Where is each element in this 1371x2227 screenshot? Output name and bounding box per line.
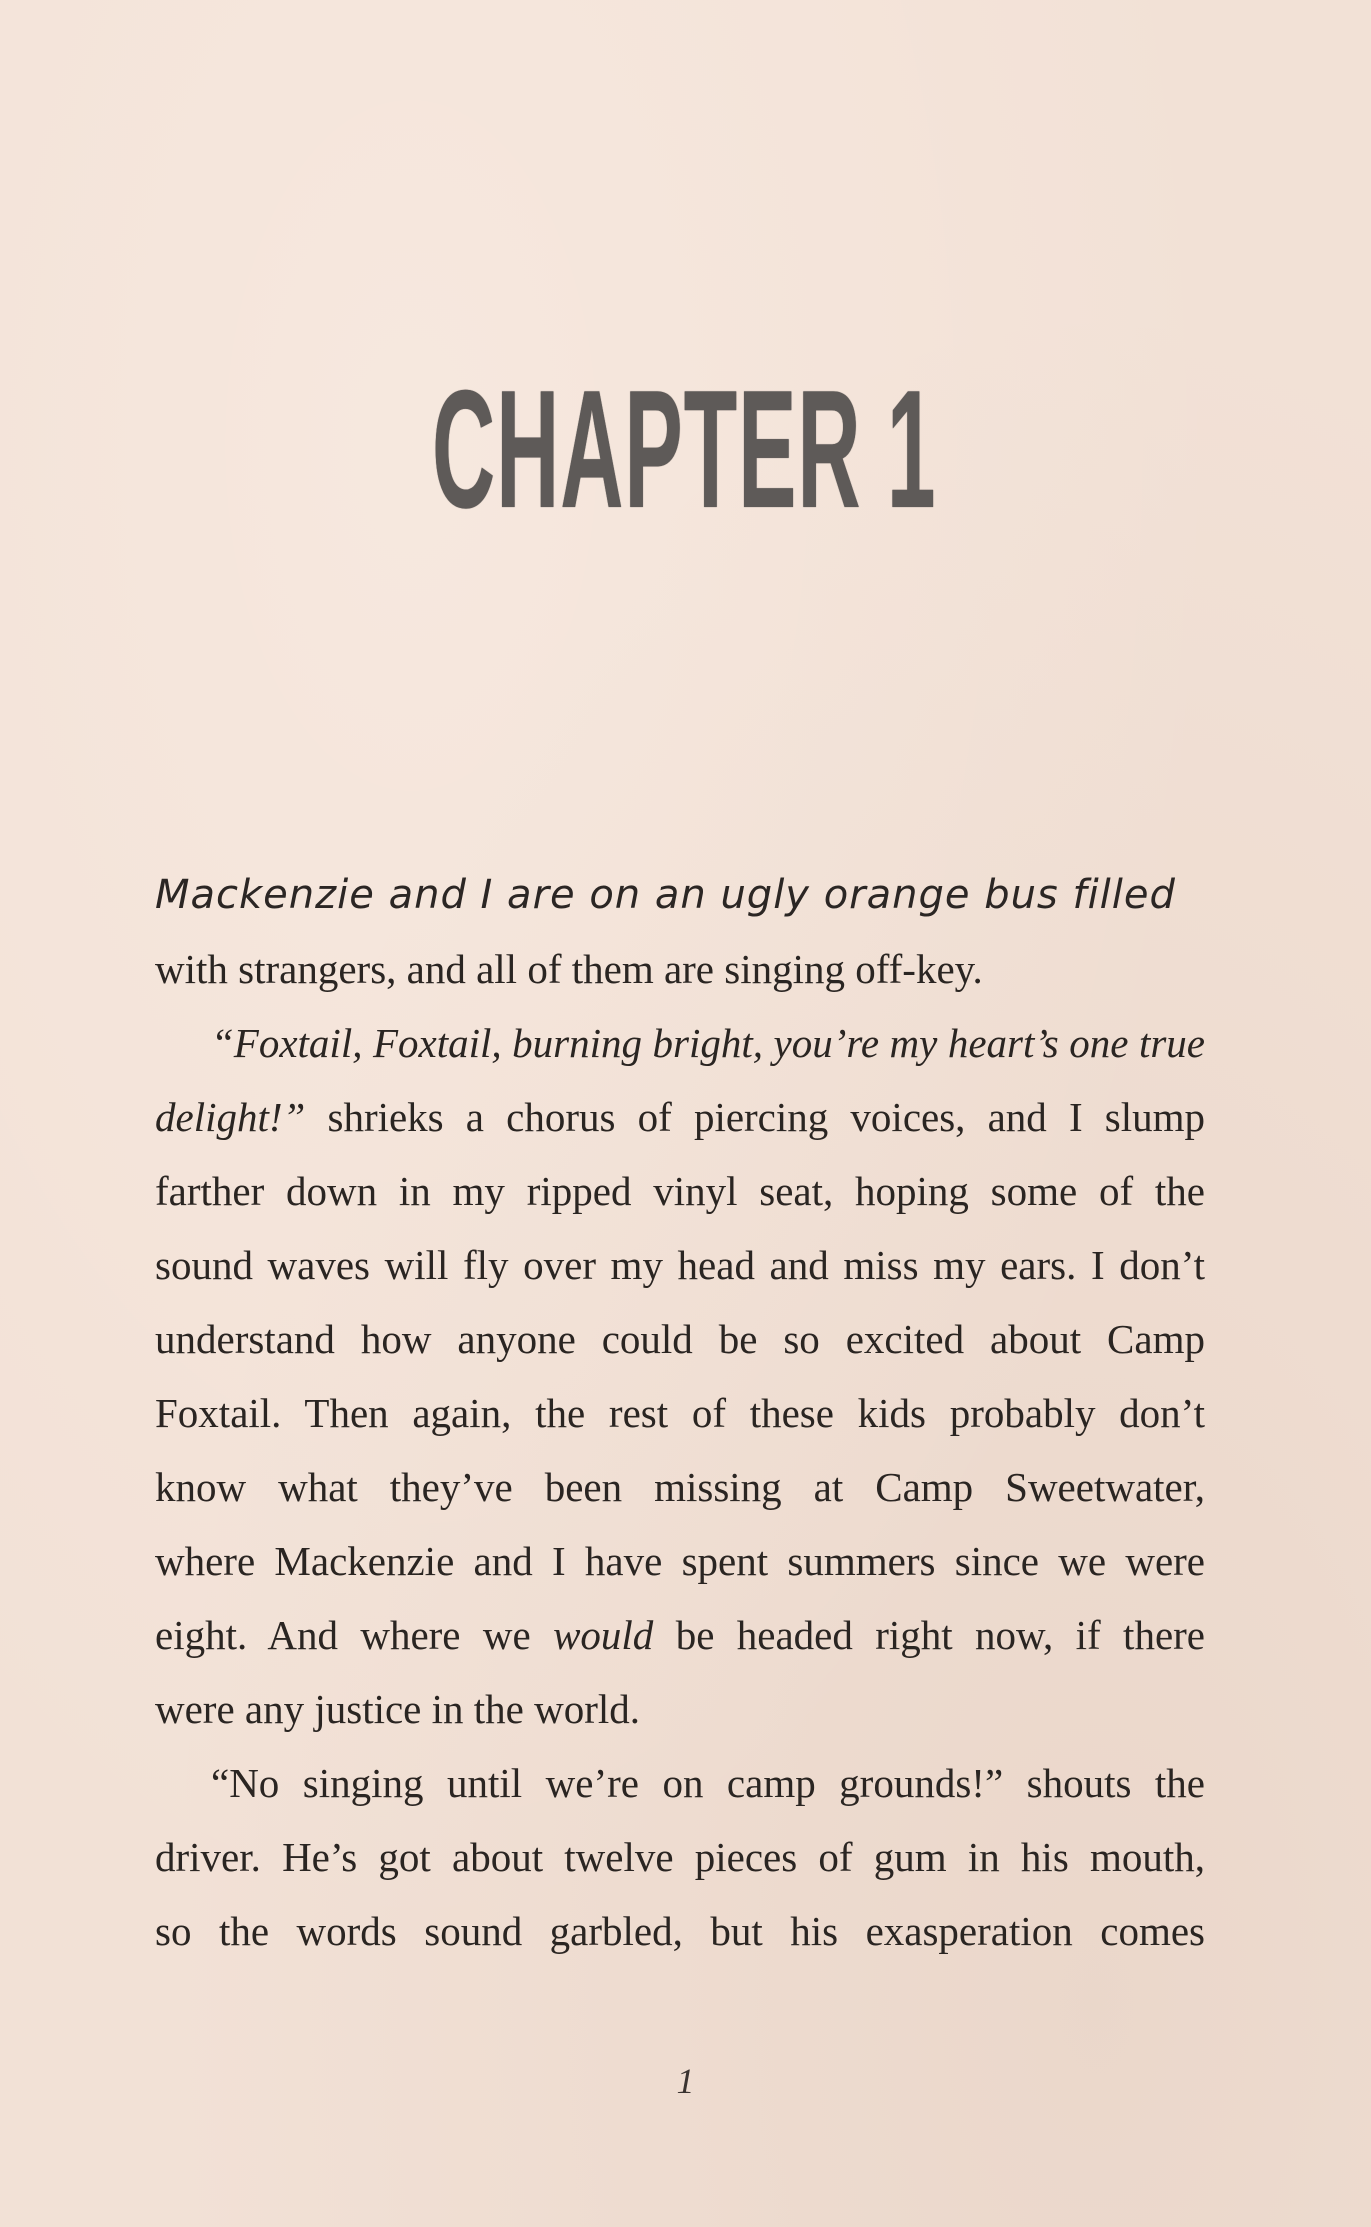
text-line: with strangers, and all of them are singing off-key. xyxy=(155,946,983,992)
paragraph xyxy=(155,858,1205,1006)
text-line: understand how anyone could be so excited about Camp xyxy=(155,1316,1205,1362)
text-line-italic: “Foxtail, Foxtail, burning bright, you’re my heart’s one true xyxy=(211,1020,1205,1066)
text-line: farther down in my ripped vinyl seat, hoping some of the xyxy=(155,1168,1205,1214)
body-text xyxy=(155,858,1205,1968)
text-line: driver. He’s got about twelve pieces of gum in his mouth, xyxy=(155,1834,1205,1880)
text-line: know what they’ve been missing at Camp Sweetwater, xyxy=(155,1464,1205,1510)
page-number: 1 xyxy=(676,2061,695,2101)
opening-line: Mackenzie and I are on an ugly orange bus filled xyxy=(155,872,1176,918)
chapter-title: CHAPTER 1 xyxy=(432,355,937,543)
text-line: “No singing until we’re on camp grounds!” shouts the xyxy=(211,1760,1205,1806)
lyric-fragment: delight!” xyxy=(155,1094,306,1140)
text-line: delight!” shrieks a chorus of piercing voices, and I slump xyxy=(155,1094,1205,1140)
text-line: Foxtail. Then again, the rest of these kids probably don’t xyxy=(155,1390,1205,1436)
text-line: where Mackenzie and I have spent summers since we were xyxy=(155,1538,1205,1584)
text-line: were any justice in the world. xyxy=(155,1686,641,1732)
text-line: eight. And where we would be headed right now, if there xyxy=(155,1612,1205,1658)
text-line: so the words sound garbled, but his exasperation comes xyxy=(155,1908,1205,1954)
paragraph xyxy=(155,1746,1205,1968)
paragraph xyxy=(155,1006,1205,1746)
text-line: sound waves will fly over my head and miss my ears. I don’t xyxy=(155,1242,1205,1288)
emphasis-word: would xyxy=(553,1612,654,1658)
